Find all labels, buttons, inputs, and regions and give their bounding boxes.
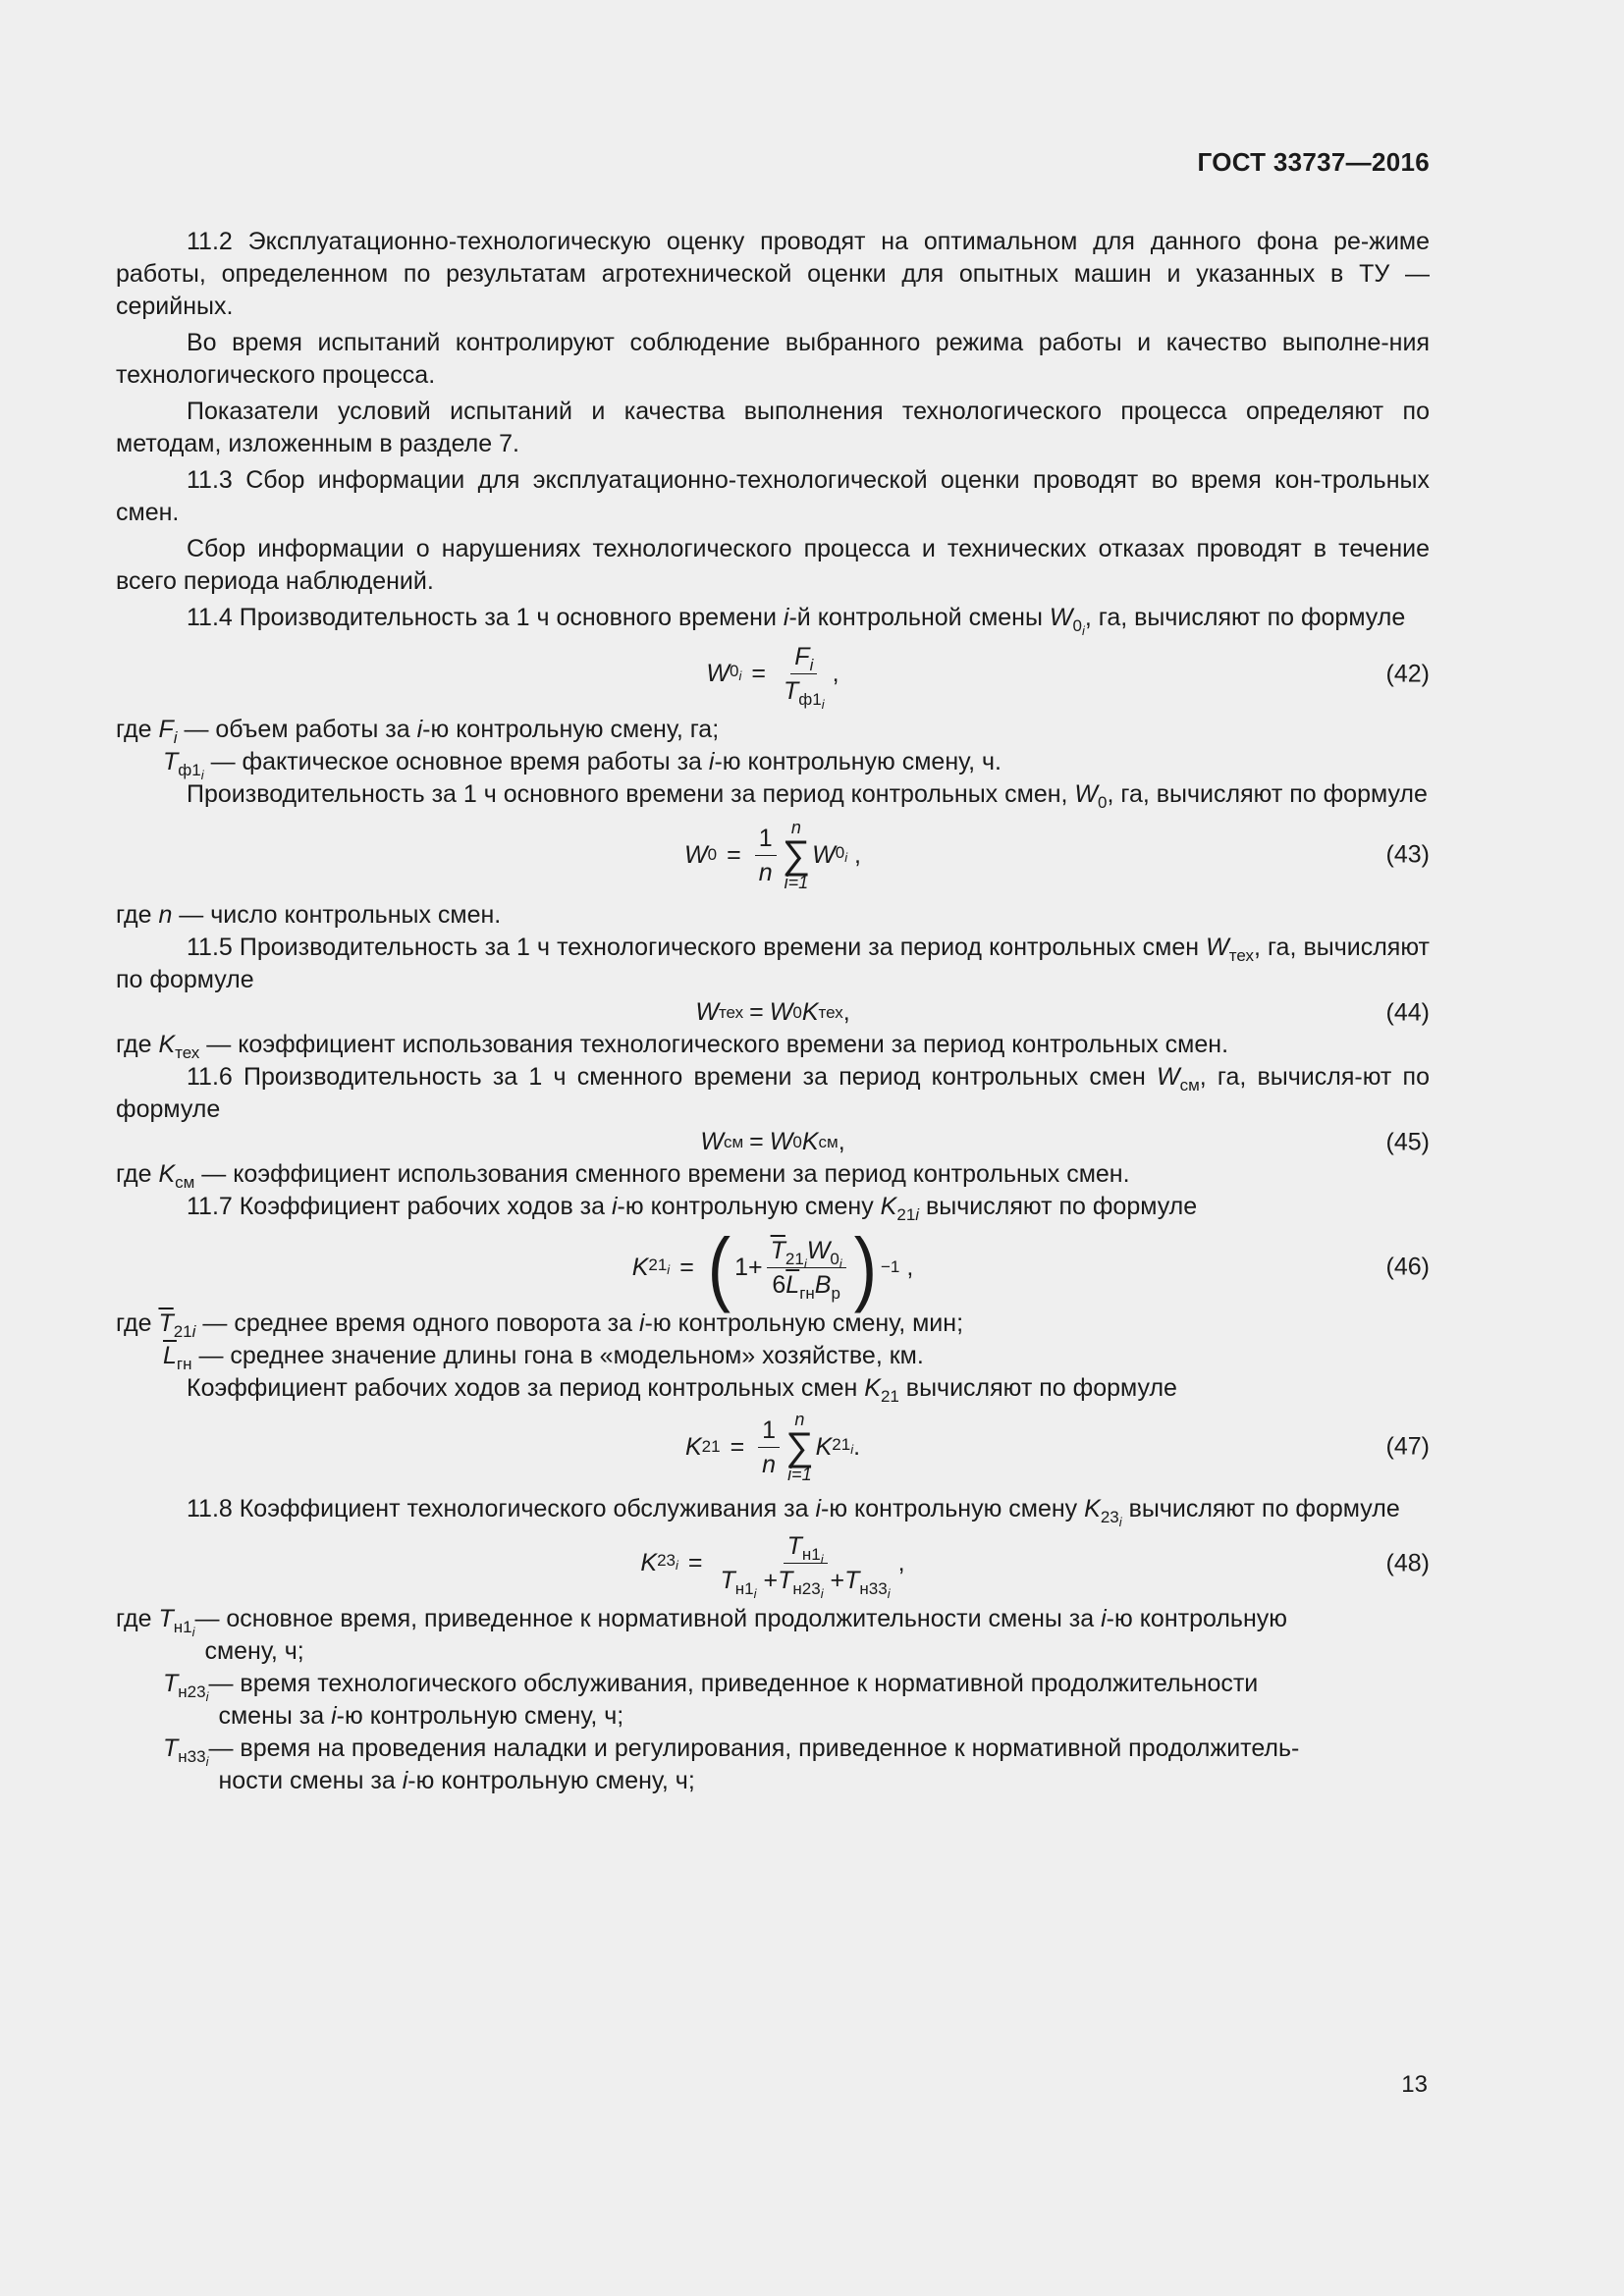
definition-line: $\overline{L}_{гн}$ — среднее значение длины гона в «модельном» хозяйстве, км.: [163, 1342, 924, 1373]
paragraph: Производительность за 1 ч основного времени за период контрольных смен, $W_0$, га, вычисляют по формуле: [187, 780, 1428, 812]
definition-line: где $T_{н1_i}$ — основное время, приведенное к нормативной продолжительности смены за i-ю контрольную смену, ч;: [116, 1605, 1287, 1665]
formula-47: K 21 = $\frac{1}{n}$ n ∑ i=1 K $21_i$ . (47): [684, 1410, 1430, 1484]
definition-line: $T_{н33_i}$ — время на проведения наладки и регулирования, приведенное к нормативной продолжитель- ности смены за i-ю контрольную смену, ч;: [163, 1735, 1300, 1794]
paragraph: Показатели условий испытаний и качества выполнения технологического процесса определяют по методам, изложенным в разделе 7.: [116, 398, 1430, 457]
document-id: ГОСТ 33737—2016: [1197, 147, 1430, 177]
summation-sign: n ∑ i=1: [785, 1410, 814, 1484]
paragraph: Сбор информации о нарушениях технологического процесса и технических отказах проводят в течение всего периода наблюдений.: [116, 535, 1430, 595]
formula-number: (43): [1385, 840, 1430, 869]
formula-number: (47): [1385, 1432, 1430, 1461]
formula-45: W см = W 0 K см , (45): [116, 1126, 1430, 1158]
definition-line: где $\overline{T}_{21i}$ — среднее время одного поворота за i-ю контрольную смену, мин;: [116, 1309, 964, 1341]
paragraph-11-5: 11.5 Производительность за 1 ч технологического времени за период контрольных смен $W_{тех}$, га, вычисляют по формуле: [116, 934, 1430, 993]
paragraph-11-8: 11.8 Коэффициент технологического обслуживания за i-ю контрольную смену $K_{23_i}$ вычисляют по формуле: [187, 1495, 1400, 1529]
formula-number: (45): [1385, 1128, 1430, 1155]
fraction: $\frac{F_i}{T_{ф1_i}}$: [784, 643, 825, 712]
page-body: [116, 226, 1430, 1797]
definition-line: $T_{ф1_i}$ — фактическое основное время работы за i-ю контрольную смену, ч.: [163, 748, 1001, 782]
definition-line: где n — число контрольных смен.: [116, 901, 502, 929]
formula-42: W $0_i$ = $\frac{F_i}{T_{ф1_i}}$ , (42): [706, 643, 1430, 712]
paragraph: Во время испытаний контролируют соблюдение выбранного режима работы и качество выполне-ния технологического процесса.: [116, 329, 1430, 389]
paragraph-11-3: 11.3 Сбор информации для эксплуатационно-технологической оценки проводят во время кон-трольных смен.: [116, 466, 1430, 526]
fraction: $\frac{1}{n}$: [758, 1415, 780, 1479]
formula-number: (44): [1385, 998, 1430, 1026]
formula-number: (42): [1385, 660, 1430, 687]
formula-44: W тех = W 0 K тех , (44): [116, 996, 1430, 1029]
paragraph-11-4: 11.4 Производительность за 1 ч основного времени i-й контрольной смены $W_{0_i}$, га, вычисляют по формуле: [187, 604, 1406, 638]
page-number: 13: [1401, 2071, 1428, 2098]
fraction: $\frac{1}{n}$: [755, 824, 777, 887]
summation-sign: n ∑ i=1: [782, 818, 811, 892]
definition-line: где $K_{см}$ — коэффициент использования сменного времени за период контрольных смен.: [116, 1160, 1130, 1192]
formula-48: K $23_i$ = $\frac{T_{н1_i}}{T_{н1_i} +T_{н23_i} +T_{н33_i}}$ , (48): [640, 1532, 1430, 1601]
formula-number: (48): [1385, 1549, 1430, 1576]
paragraph: Коэффициент рабочих ходов за период контрольных смен $K_{21}$ вычисляют по формуле: [187, 1374, 1177, 1406]
definition-line: где $K_{тех}$ — коэффициент использования технологического времени за период контрольных смен.: [116, 1031, 1229, 1062]
paragraph-11-6: 11.6 Производительность за 1 ч сменного времени за период контрольных смен $W_{см}$, га, вычисля-ют по формуле: [116, 1063, 1430, 1123]
definition-line: $T_{н23_i}$ — время технологического обслуживания, приведенное к нормативной продолжительности смены за i-ю контрольную смену, ч;: [163, 1670, 1259, 1730]
paragraph-11-7: 11.7 Коэффициент рабочих ходов за i-ю контрольную смену $K_{21i}$ вычисляют по формуле: [187, 1193, 1198, 1224]
fraction: $\frac{\overline{T}_{21_i}W_{0_i}}{6\overline{L}_{гн}B_р}$: [767, 1236, 846, 1300]
paragraph-11-2: 11.2 Эксплуатационно-технологическую оценку проводят на оптимальном для данного фона ре-жиме работы, определенном по результатам агротехнической оценки для опытных машин и указанных в ТУ — серийных.: [116, 228, 1430, 320]
formula-43: W 0 = $\frac{1}{n}$ n ∑ i=1 W $0_i$ , (43): [684, 818, 1430, 892]
fraction: $\frac{T_{н1_i}}{T_{н1_i} +T_{н23_i} +T_{н33_i}}$: [720, 1532, 891, 1601]
formula-number: (46): [1385, 1253, 1430, 1281]
definition-line: где $F_i$ — объем работы за i-ю контрольную смену, га;: [116, 716, 720, 747]
formula-46: K $21_i$ = ( 1+ $\frac{\overline{T}_{21_i}W_{0_i}}{6\overline{L}_{гн}B_р}$ ) −1 , (46): [631, 1221, 1430, 1313]
